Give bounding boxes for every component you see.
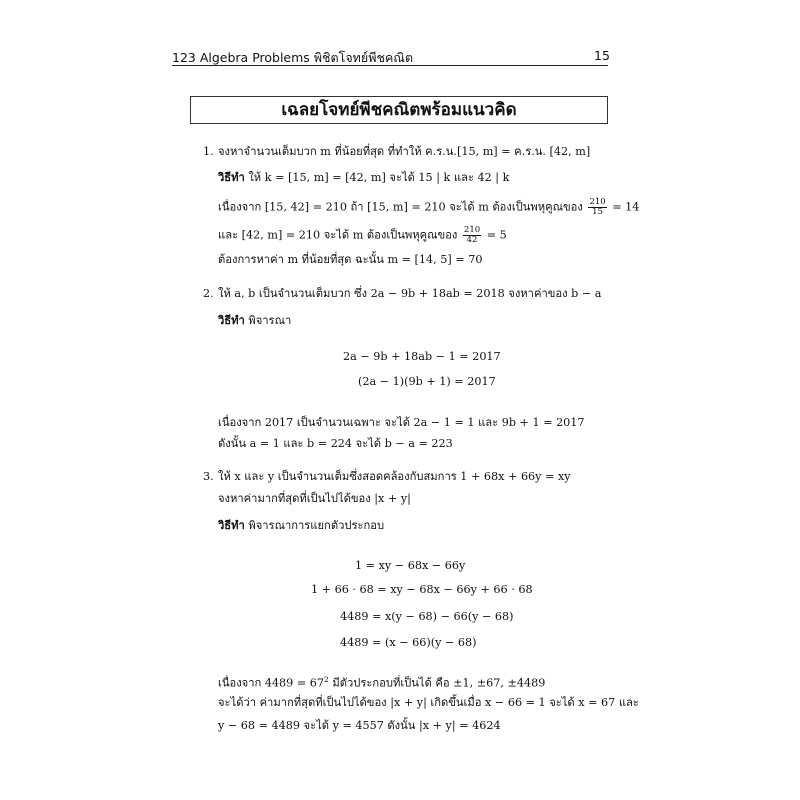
problem-3-question-line-1: ให้ x และ y เป็นจำนวนเต็มซึ่งสอดคล้องกับสมการ 1 + 68x + 66y = xy bbox=[218, 470, 571, 483]
problem-1-step-2-result: = 14 bbox=[612, 200, 640, 214]
problem-1-step-3-text: และ [42, m] = 210 จะได้ m ต้องเป็นพหุคูณของ bbox=[218, 228, 458, 242]
problem-3-line-1-text: เนื่องจาก 4489 = 67 bbox=[218, 676, 325, 690]
problem-2-line-1: เนื่องจาก 2017 เป็นจำนวนเฉพาะ จะได้ 2a − 1 = 1 และ 9b + 1 = 2017 bbox=[218, 416, 585, 429]
problem-3-equation-3: 4489 = x(y − 68) − 66(y − 68) bbox=[340, 610, 514, 623]
problem-3-line-3: y − 68 = 4489 จะได้ y = 4557 ดังนั้น |x + y| = 4624 bbox=[218, 719, 501, 732]
page-number: 15 bbox=[594, 48, 610, 63]
problem-2-line-2: ดังนั้น a = 1 และ b = 224 จะได้ b − a = 223 bbox=[218, 437, 453, 450]
problem-2-equation-2: (2a − 1)(9b + 1) = 2017 bbox=[358, 375, 496, 388]
problem-3-line-1 bbox=[218, 673, 545, 691]
fraction-210-15 bbox=[588, 198, 606, 217]
problem-2-question: ให้ a, b เป็นจำนวนเต็มบวก ซึ่ง 2a − 9b + 18ab = 2018 จงหาค่าของ b − a bbox=[218, 287, 602, 300]
fraction-denominator: 42 bbox=[466, 235, 478, 245]
problem-1-step-3 bbox=[218, 226, 507, 245]
section-title: เฉลยโจทย์พีชคณิตพร้อมแนวคิด bbox=[190, 96, 608, 124]
solution-label: วิธีทำ bbox=[218, 171, 245, 184]
problem-3-line-2: จะได้ว่า ค่ามากที่สุดที่เป็นไปได้ของ |x + y| เกิดขึ้นเมื่อ x − 66 = 1 จะได้ x = 67 และ bbox=[218, 696, 639, 709]
exponent: 2 bbox=[324, 675, 329, 684]
problem-1-number: 1. bbox=[203, 145, 214, 158]
problem-1-step-3-result: = 5 bbox=[486, 228, 507, 242]
problem-3-intro-text: พิจารณาการแยกตัวประกอบ bbox=[248, 519, 385, 532]
fraction-numerator: 210 bbox=[589, 197, 606, 207]
problem-3-equation-1: 1 = xy − 68x − 66y bbox=[355, 559, 466, 572]
problem-2-intro bbox=[218, 314, 291, 328]
problem-1-step-4: ต้องการหาค่า m ที่น้อยที่สุด ฉะนั้น m = [14, 5] = 70 bbox=[218, 253, 483, 266]
header-rule bbox=[172, 65, 608, 66]
solution-label: วิธีทำ bbox=[218, 519, 245, 532]
problem-1-step-2 bbox=[218, 198, 639, 217]
fraction-numerator: 210 bbox=[463, 225, 481, 235]
problem-3-number: 3. bbox=[203, 470, 214, 483]
problem-3-equation-4: 4489 = (x − 66)(y − 68) bbox=[340, 636, 477, 649]
solution-label: วิธีทำ bbox=[218, 314, 245, 327]
problem-2-intro-text: พิจารณา bbox=[248, 314, 292, 327]
problem-1-question: จงหาจำนวนเต็มบวก m ที่น้อยที่สุด ที่ทำให้ ค.ร.น.[15, m] = ค.ร.น. [42, m] bbox=[218, 145, 591, 158]
fraction-denominator: 15 bbox=[592, 207, 603, 217]
running-header: 123 Algebra Problems พิชิตโจทย์พีชคณิต bbox=[172, 50, 414, 65]
problem-2-equation-1: 2a − 9b + 18ab − 1 = 2017 bbox=[343, 350, 501, 363]
fraction-210-42 bbox=[463, 226, 481, 245]
problem-2-number: 2. bbox=[203, 287, 214, 300]
problem-1-step-1-text: ให้ k = [15, m] = [42, m] จะได้ 15 | k และ 42 | k bbox=[248, 171, 510, 184]
problem-3-question-line-2: จงหาค่ามากที่สุดที่เป็นไปได้ของ |x + y| bbox=[218, 492, 411, 505]
problem-1-step-1 bbox=[218, 171, 509, 185]
problem-3-equation-2: 1 + 66 · 68 = xy − 68x − 66y + 66 · 68 bbox=[311, 583, 533, 596]
problem-3-line-1-rest: มีตัวประกอบที่เป็นได้ คือ ±1, ±67, ±4489 bbox=[328, 676, 546, 690]
problem-3-intro bbox=[218, 519, 384, 533]
problem-1-step-2-text: เนื่องจาก [15, 42] = 210 ถ้า [15, m] = 210 จะได้ m ต้องเป็นพหุคูณของ bbox=[218, 200, 583, 214]
